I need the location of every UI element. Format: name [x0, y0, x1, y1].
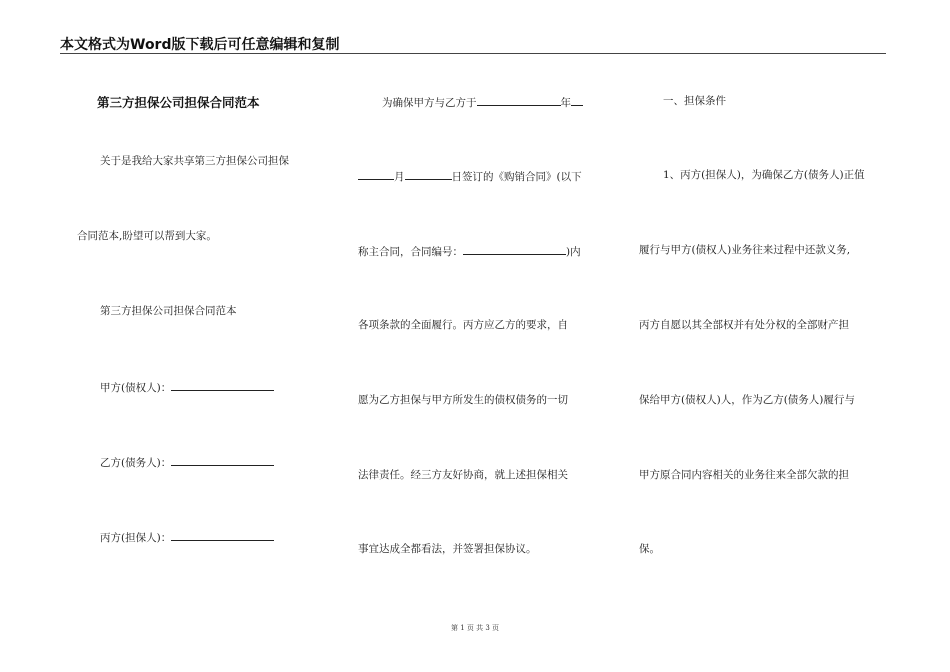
col2-line-7: 事宜达成全都看法，并签署担保协议。: [358, 543, 537, 555]
contract-subtitle: 第三方担保公司担保合同范本: [100, 305, 237, 317]
col3-line-1: 1、丙方(担保人)，为确保乙方(债务人)正值: [663, 169, 865, 181]
col3-line-3: 丙方自愿以其全部权并有处分权的全部财产担: [639, 319, 849, 331]
header-divider: [60, 53, 886, 54]
col2-line-2: [358, 168, 582, 184]
section-heading: 一、担保条件: [663, 95, 726, 107]
col2-line-1-post: 年: [560, 97, 571, 109]
intro-line-2: 合同范本,盼望可以帮到大家。: [77, 230, 217, 242]
col2-line-2-mid: 月: [394, 171, 405, 183]
date-blank-2: [571, 94, 583, 106]
party-a-row: [100, 379, 274, 395]
party-b-label: 乙方(债务人)：: [100, 457, 172, 469]
party-c-blank: [171, 529, 274, 541]
col3-line-5: 甲方原合同内容相关的业务往来全部欠款的担: [639, 469, 849, 481]
col3-line-4: 保给甲方(债权人)人，作为乙方(债务人)履行与: [639, 394, 855, 406]
contract-title: 第三方担保公司担保合同范本: [97, 95, 260, 110]
page-number-footer: 第 1 页 共 3 页: [450, 624, 500, 632]
col3-line-6: 保。: [639, 543, 660, 555]
party-c-row: [100, 529, 274, 545]
party-c-label: 丙方(担保人)：: [100, 532, 172, 544]
day-blank: [405, 168, 452, 180]
party-a-label: 甲方(债权人)：: [100, 382, 172, 394]
col2-line-2-post: 日签订的《购销合同》(以下: [451, 171, 582, 183]
col2-line-1: [382, 94, 583, 110]
col3-line-2: 履行与甲方(债权人)业务往来过程中还款义务,: [639, 244, 851, 256]
contract-number-blank: [463, 243, 566, 255]
col2-line-5: 愿为乙方担保与甲方所发生的债权债务的一切: [358, 394, 568, 406]
party-b-row: [100, 454, 274, 470]
col2-line-3-post: )内: [566, 246, 581, 258]
col2-line-3-pre: 称主合同，合同编号：: [358, 246, 463, 258]
col2-line-3: [358, 243, 581, 259]
intro-line-1: 关于是我给大家共享第三方担保公司担保: [100, 155, 289, 167]
party-b-blank: [171, 454, 274, 466]
party-a-blank: [171, 379, 274, 391]
col2-line-1-pre: 为确保甲方与乙方于: [382, 97, 477, 109]
date-blank-1: [477, 94, 561, 106]
col2-line-6: 法律责任。经三方友好协商，就上述担保相关: [358, 469, 568, 481]
col2-line-4: 各项条款的全面履行。丙方应乙方的要求，自: [358, 319, 568, 331]
month-blank: [358, 168, 394, 180]
document-header-title: 本文格式为Word版下载后可任意编辑和复制: [60, 37, 340, 53]
